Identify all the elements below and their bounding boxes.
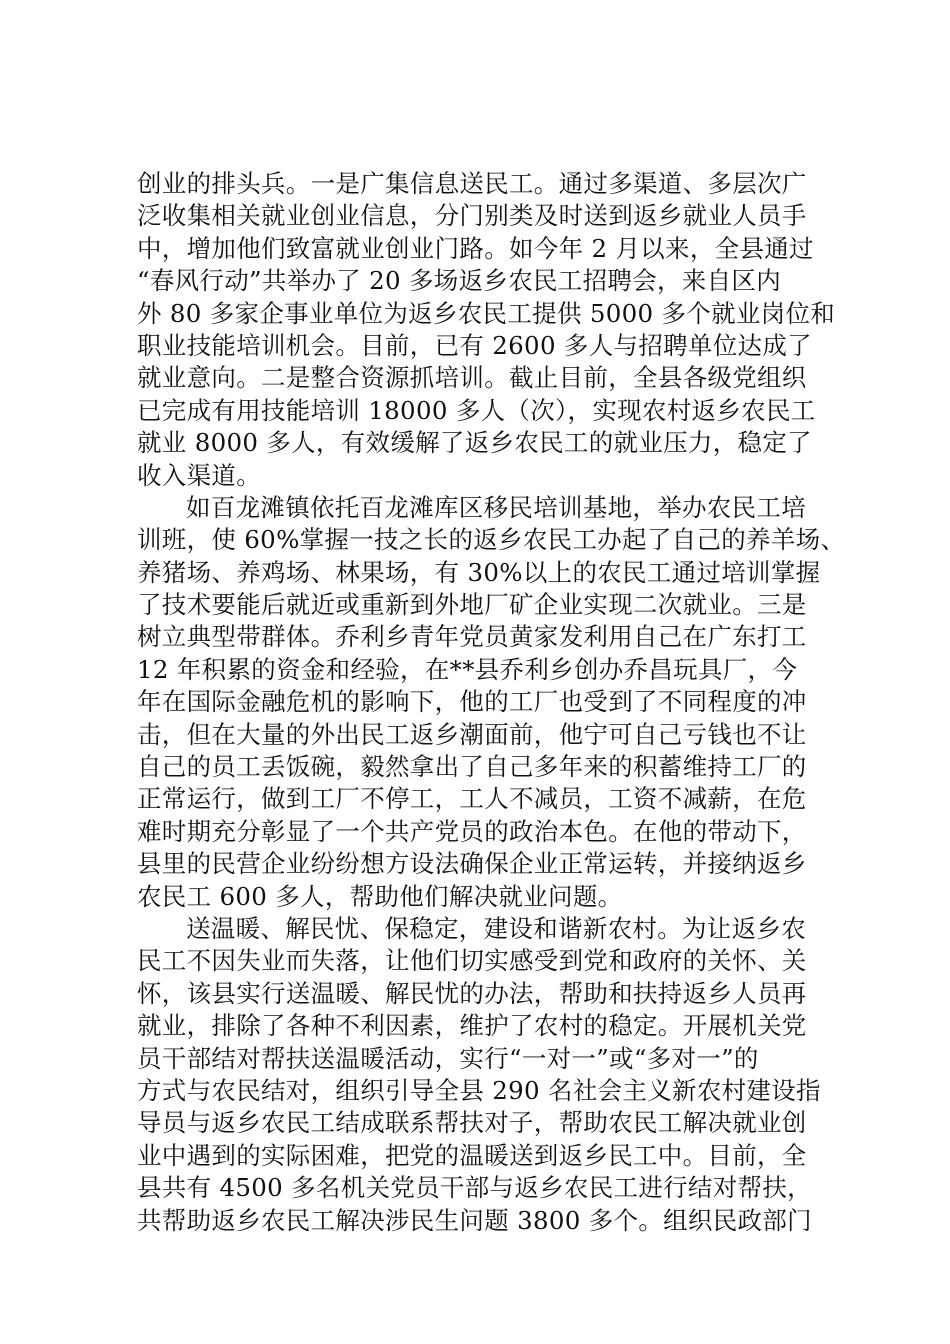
text-line: 就业 8000 多人，有效缓解了返乡农民工的就业压力，稳定了 (137, 428, 812, 458)
text-line: 如百龙滩镇依托百龙滩库区移民培训基地，举办农民工培 (186, 492, 806, 522)
text-line: “春风行动”共举办了 20 多场返乡农民工招聘会，来自区内 (137, 266, 781, 296)
text-line: 导员与返乡农民工结成联系帮扶对子，帮助农民工解决就业创 (137, 1108, 807, 1138)
paragraph (137, 913, 819, 1237)
text-line: 业中遇到的实际困难，把党的温暖送到返乡民工中。目前，全 (137, 1140, 807, 1170)
text-line: 员干部结对帮扶送温暖活动，实行“一对一”或“多对一”的 (137, 1043, 759, 1073)
text-line: 自己的员工丢饭碗，毅然拿出了自己多年来的积蓄维持工厂的 (137, 752, 807, 782)
text-line: 方式与农民结对，组织引导全县 290 名社会主义新农村建设指 (137, 1075, 821, 1105)
text-line: 创业的排头兵。一是广集信息送民工。通过多渠道、多层次广 (137, 169, 807, 198)
text-line: 县共有 4500 多名机关党员干部与返乡农民工进行结对帮扶， (137, 1173, 812, 1203)
text-line: 已完成有用技能培训 18000 多人（次），实现农村返乡农民工 (137, 395, 816, 425)
text-line: 年在国际金融危机的影响下，他的工厂也受到了不同程度的冲 (137, 687, 807, 717)
text-line: 12 年积累的资金和经验，在**县乔利乡创办乔昌玩具厂，今 (137, 654, 798, 684)
text-line: 了技术要能后就近或重新到外地厂矿企业实现二次就业。三是 (137, 590, 807, 620)
paragraph (137, 492, 846, 913)
text-line: 共帮助返乡农民工解决涉民生问题 3800 多个。组织民政部门 (137, 1205, 812, 1235)
text-line: 训班，使 60%掌握一技之长的返乡农民工办起了自己的养羊场、 (137, 525, 846, 555)
text-line: 中，增加他们致富就业创业门路。如今年 2 月以来，全县通过 (137, 233, 814, 263)
text-line: 养猪场、养鸡场、林果场，有 30%以上的农民工通过培训掌握 (137, 557, 821, 587)
text-line: 怀，该县实行送温暖、解民忧的办法，帮助和扶持返乡人员再 (137, 978, 807, 1008)
text-line: 送温暖、解民忧、保稳定，建设和谐新农村。为让返乡农 (186, 913, 806, 943)
text-line: 职业技能培训机会。目前，已有 2600 多人与招聘单位达成了 (137, 330, 812, 360)
text-line: 正常运行，做到工厂不停工，工人不减员，工资不减薪，在危 (137, 784, 807, 814)
text-line: 外 80 多家企事业单位为返乡农民工提供 5000 多个就业岗位和 (137, 298, 836, 328)
text-line: 泛收集相关就业创业信息，分门别类及时送到返乡就业人员手 (137, 201, 807, 231)
text-line: 难时期充分彰显了一个共产党员的政治本色。在他的带动下， (137, 816, 807, 846)
text-line: 就业，排除了各种不利因素，维护了农村的稳定。开展机关党 (137, 1011, 807, 1041)
paragraph (137, 168, 836, 492)
text-line: 民工不因失业而失落，让他们切实感受到党和政府的关怀、关 (137, 946, 807, 976)
text-line: 树立典型带群体。乔利乡青年党员黄家发利用自己在广东打工 (137, 622, 807, 652)
text-line: 就业意向。二是整合资源抓培训。截止目前，全县各级党组织 (137, 363, 807, 393)
document-body (137, 168, 846, 1237)
text-line: 农民工 600 多人，帮助他们解决就业问题。 (137, 881, 623, 911)
text-line: 县里的民营企业纷纷想方设法确保企业正常运转，并接纳返乡 (137, 849, 807, 879)
text-line: 收入渠道。 (137, 460, 261, 490)
text-line: 击，但在大量的外出民工返乡潮面前，他宁可自己亏钱也不让 (137, 719, 807, 749)
